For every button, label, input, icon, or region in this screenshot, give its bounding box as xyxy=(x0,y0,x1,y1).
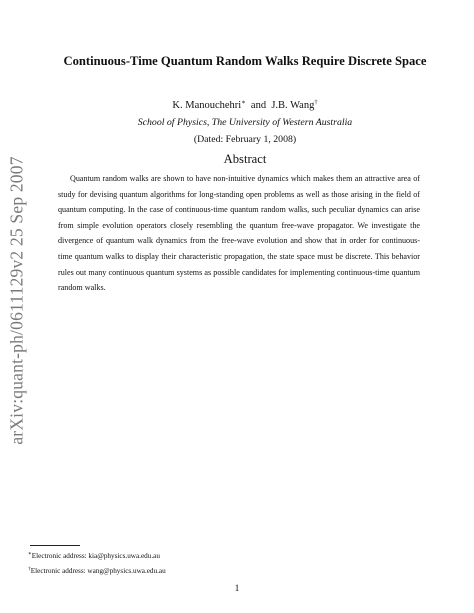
arxiv-identifier-stamp xyxy=(6,150,28,450)
footnote-text: Electronic address: wang@physics.uwa.edu.au xyxy=(30,567,166,575)
arxiv-identifier-text: arXiv:quant-ph/0611129v2 25 Sep 2007 xyxy=(6,155,27,445)
author-footnote-mark: ∗ xyxy=(241,99,246,106)
author-footnote-mark: † xyxy=(314,99,318,106)
footnote-mark: † xyxy=(28,566,31,572)
author-line xyxy=(60,98,430,111)
author-separator: and xyxy=(250,100,267,111)
footnote-item xyxy=(28,563,328,578)
paper-title: Continuous-Time Quantum Random Walks Require Discrete Space xyxy=(63,54,427,68)
abstract-body: Quantum random walks are shown to have non-intuitive dynamics which makes them an attractive area of study for devising quantum algorithms for long-standing open problems as well as those arising in the field of quantum computing. In the case of continuous-time quantum random walks, such peculiar dynamics can arise from simple evolution operators closely resembling the quantum free-wave propagator. We investigate the divergence of quantum walk dynamics from the free-wave evolution and show that in order for continuous-time quantum walks to display their characteristic propagation, the state space must be discrete. This behavior rules out many continuous quantum systems as possible candidates for implementing continuous-time quantum random walks. xyxy=(58,174,420,293)
footnote-item xyxy=(28,548,328,563)
footnotes xyxy=(28,548,328,578)
footnote-text: Electronic address: kia@physics.uwa.edu.au xyxy=(31,552,160,560)
page-number: 1 xyxy=(234,584,240,594)
author-affiliation: School of Physics, The University of Western Australia xyxy=(137,117,353,128)
footnote-divider xyxy=(30,545,80,546)
abstract-heading: Abstract xyxy=(223,152,267,166)
author-name: K. Manouchehri xyxy=(172,100,242,111)
author-name: J.B. Wang xyxy=(271,100,315,111)
date-line: (Dated: February 1, 2008) xyxy=(193,134,297,145)
footnote-mark: ∗ xyxy=(28,551,32,557)
